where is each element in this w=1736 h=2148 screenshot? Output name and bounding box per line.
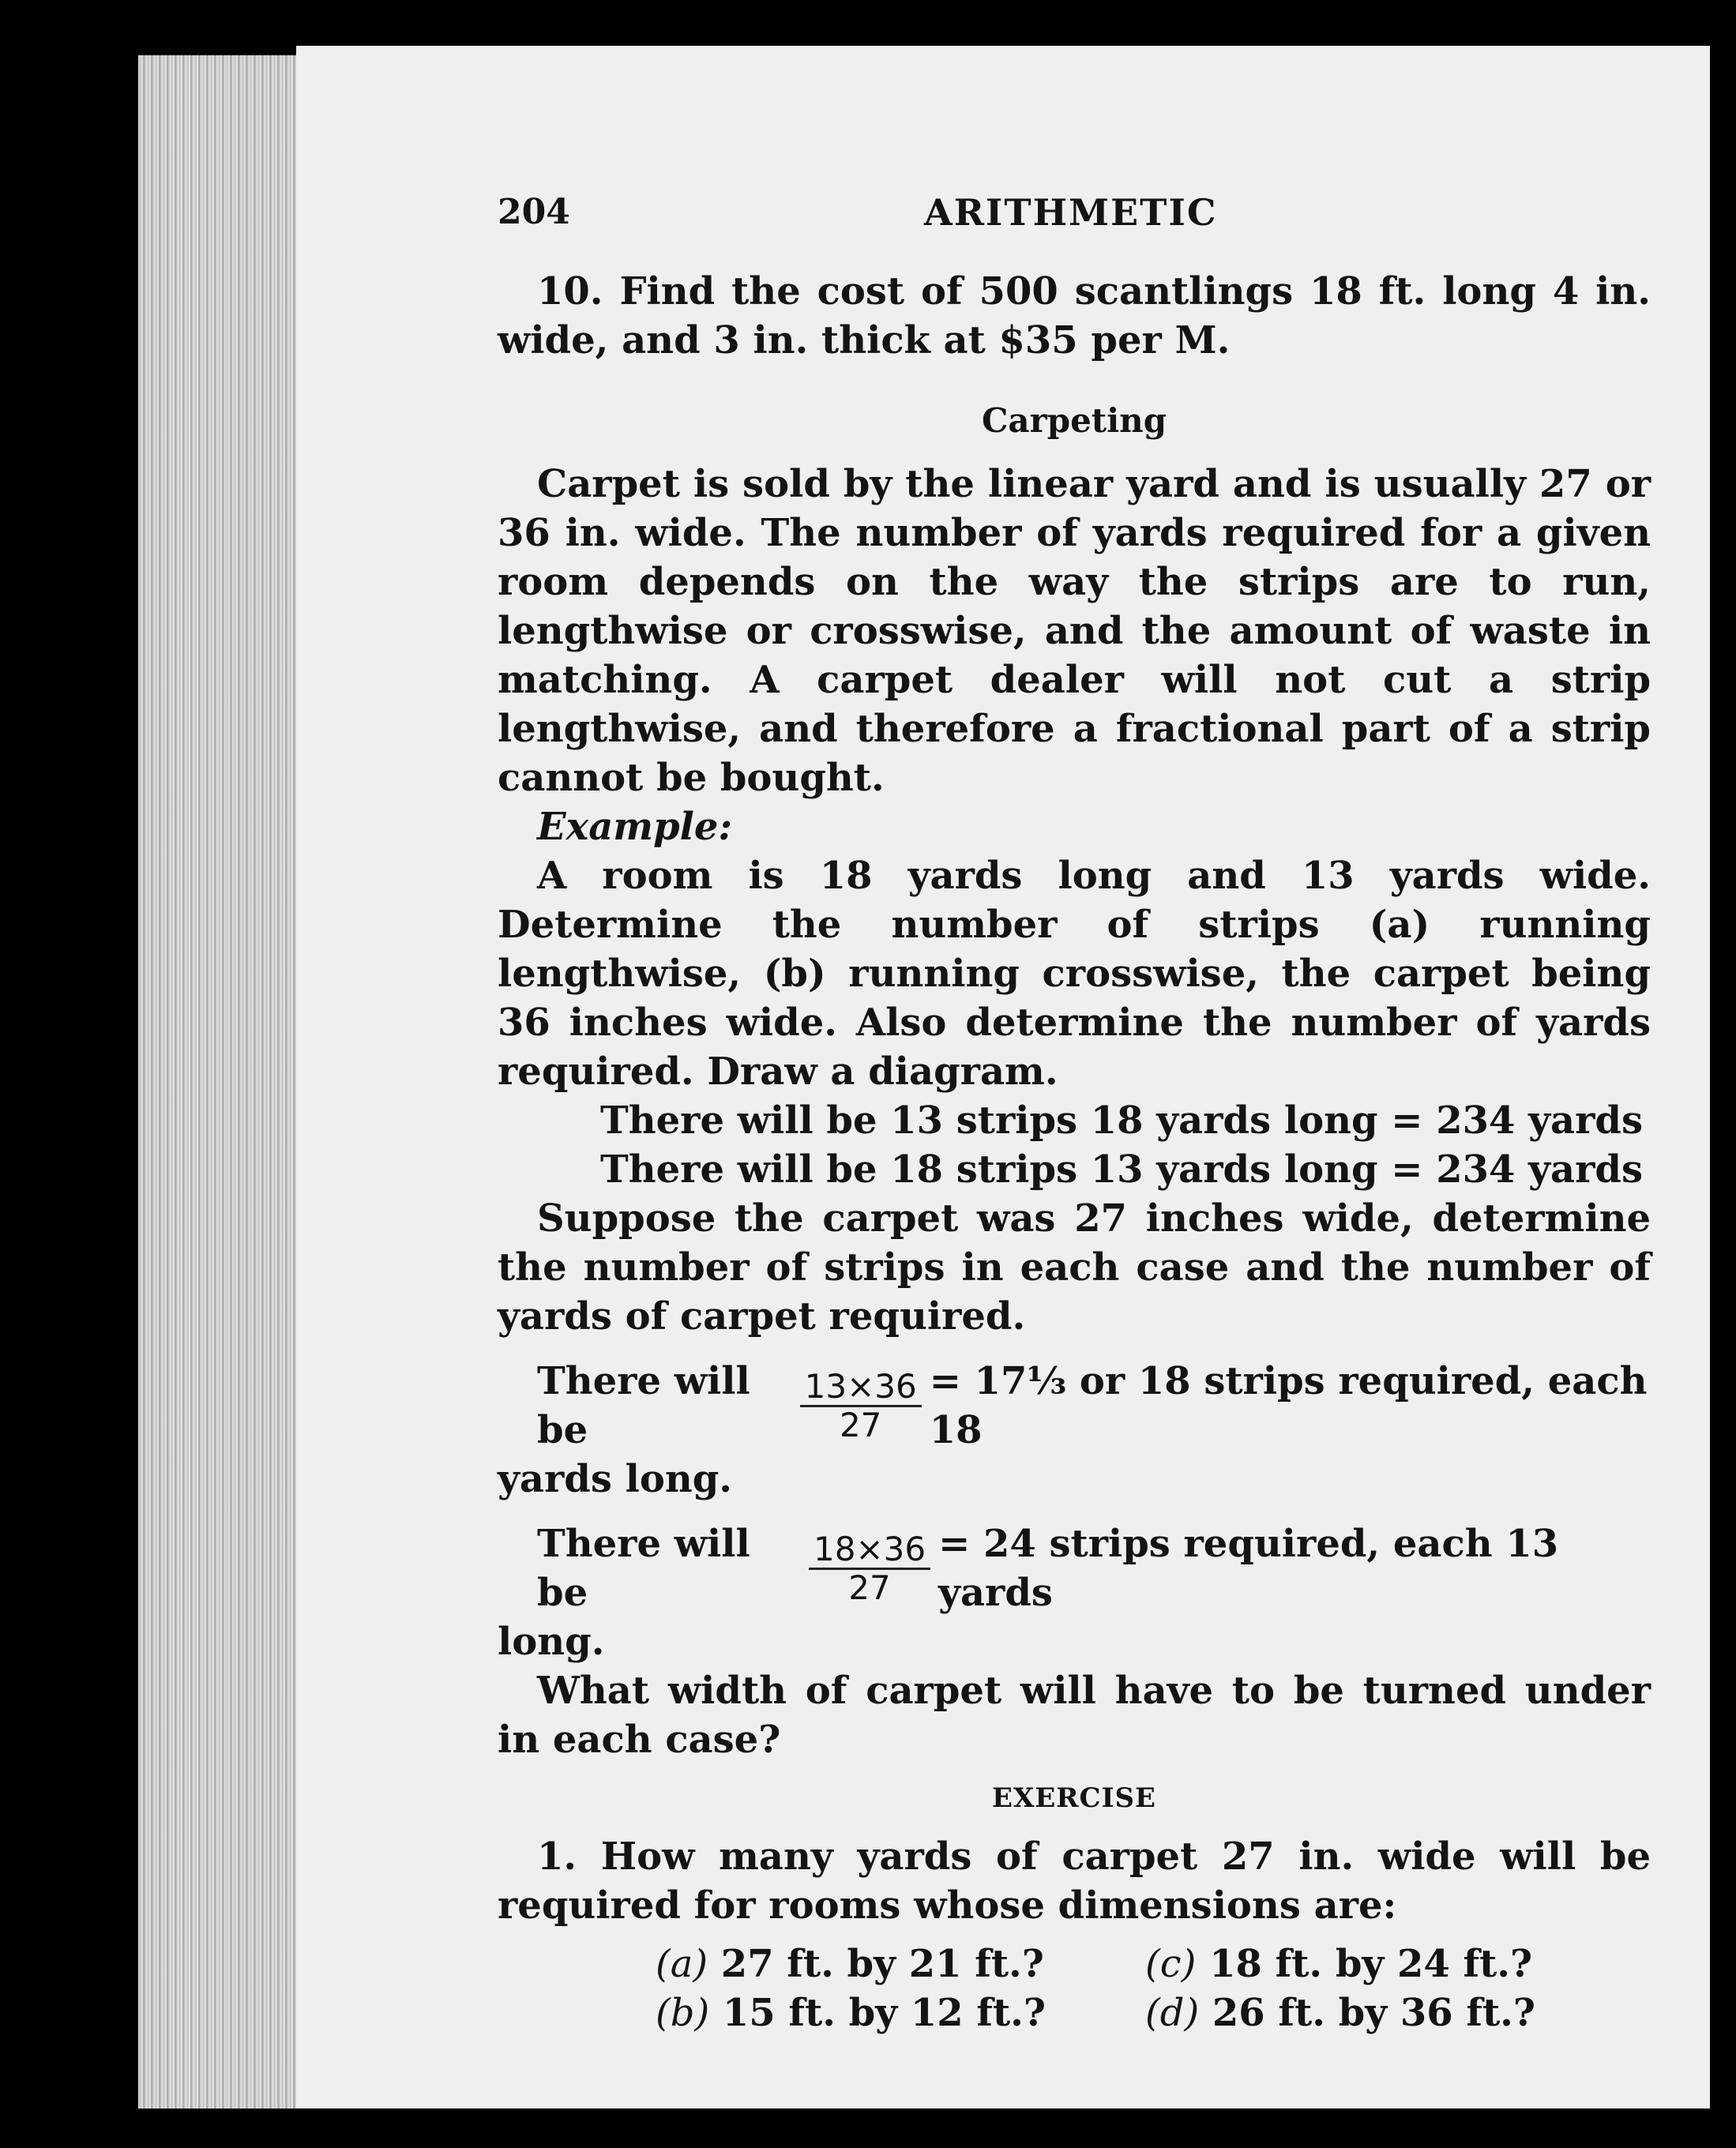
question-text: How many yards of carpet 27 in. wide will be required for rooms whose dimensions are:: [498, 1834, 1651, 1928]
problem-number: 10.: [537, 269, 603, 314]
option-text: 18 ft. by 24 ft.?: [1209, 1942, 1533, 1986]
page-content: [498, 188, 1651, 2037]
option-item: [656, 1988, 1145, 2037]
fraction: [809, 1531, 930, 1606]
option-item: [1145, 1940, 1540, 1988]
section-title: Carpeting: [981, 401, 1167, 440]
denominator: 27: [848, 1568, 891, 1607]
numerator: 13×36: [800, 1369, 922, 1407]
fraction: [800, 1366, 922, 1444]
problem-text: Find the cost of 500 scantlings 18 ft. long 4 in. wide, and 3 in. thick at $35 per M.: [498, 269, 1651, 362]
calc-prefix: There will be: [537, 1522, 750, 1615]
option-label: (d): [1145, 1991, 1200, 2035]
book-page-edges: [138, 55, 296, 2109]
exercise-title: EXERCISE: [992, 1782, 1156, 1814]
page-number: 204: [498, 192, 570, 232]
problem-10: [498, 267, 1651, 365]
intro-paragraph: Carpet is sold by the linear yard and is usually 27 or 36 in. wide. The number of yards required for a given room depends on the way the strips are to run, lengthwise or crosswise, and the amount of waste in matching. A carpet dealer will not cut a strip lengthwise, and therefore a fractional part of a strip cannot be bought.: [498, 462, 1651, 800]
calc-continuation: long.: [498, 1620, 605, 1664]
example-answer-b: There will be 18 strips 13 yards long = 234 yards: [600, 1147, 1643, 1192]
option-label: (a): [656, 1942, 708, 1986]
book-page: [296, 46, 1710, 2109]
exercise-question-1: [498, 1832, 1651, 1930]
example-paragraph: A room is 18 yards long and 13 yards wide. Determine the number of strips (a) running lengthwise, (b) running crosswise, the carpet being 36 inches wide. Also determine the number of yards required. Draw a diagram.: [498, 854, 1651, 1094]
example-answer-a: There will be 13 strips 18 yards long = 234 yards: [600, 1098, 1643, 1143]
calc-suffix: = 17⅓ or 18 strips required, each 18: [929, 1359, 1648, 1452]
numerator: 18×36: [809, 1531, 930, 1570]
question-number: 1.: [537, 1834, 577, 1879]
calculation-1: [498, 1357, 1651, 1455]
question-paragraph: What width of carpet will have to be turned under in each case?: [498, 1669, 1651, 1762]
exercise-options: [656, 1940, 1651, 2037]
denominator: 27: [839, 1405, 882, 1444]
calc-suffix: = 24 strips required, each 13 yards: [938, 1522, 1559, 1615]
running-head: ARITHMETIC: [924, 191, 1218, 234]
suppose-paragraph: Suppose the carpet was 27 inches wide, determine the number of strips in each case and the number of yards of carpet required.: [498, 1196, 1651, 1339]
option-item: [656, 1940, 1145, 1988]
option-label: (b): [656, 1991, 710, 2035]
example-label: Example:: [537, 805, 733, 849]
calc-prefix: There will be: [537, 1359, 750, 1452]
calc-continuation: yards long.: [498, 1457, 732, 1501]
option-text: 15 ft. by 12 ft.?: [722, 1991, 1046, 2035]
option-text: 26 ft. by 36 ft.?: [1212, 1991, 1535, 2035]
calculation-2: [498, 1519, 1651, 1617]
page-header: [498, 188, 1651, 243]
option-item: [1145, 1988, 1540, 2037]
option-text: 27 ft. by 21 ft.?: [720, 1942, 1044, 1986]
option-label: (c): [1145, 1942, 1197, 1986]
